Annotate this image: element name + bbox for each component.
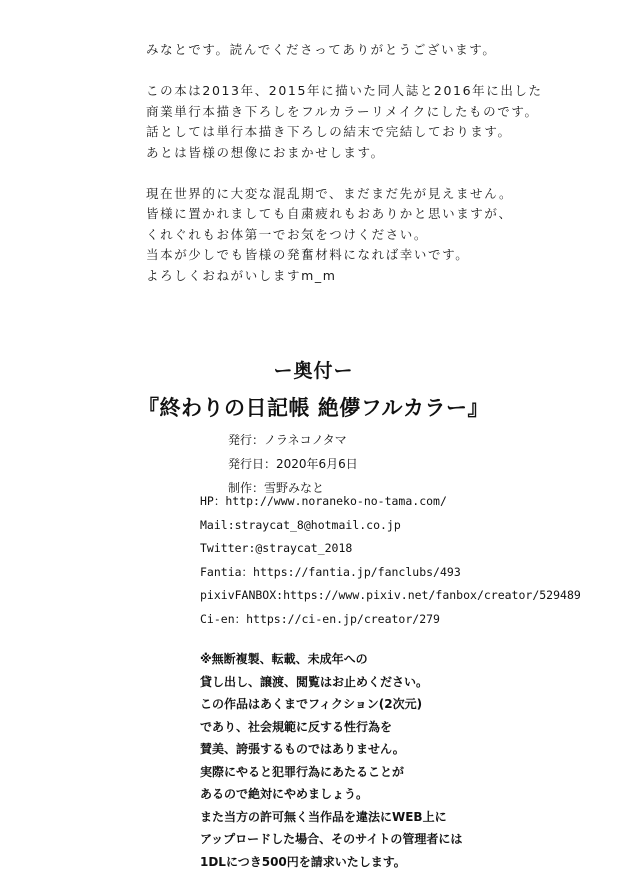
publish-date-line: 発行日：2020年6月6日	[228, 457, 358, 471]
afterword-line: くれぐれもお体第一でお気をつけください。	[146, 226, 429, 242]
notice-line: あるので絶対にやめましょう。	[200, 787, 369, 801]
afterword-line: 皆様に置かれましても自粛疲れもおありかと思いますが、	[146, 206, 513, 221]
fanbox-line: pixivFANBOX:https://www.pixiv.net/fanbox/creator/529489	[200, 588, 581, 602]
afterword-line: よろしくおねがいしますm_m	[146, 267, 337, 283]
fantia-line: Fantia：https://fantia.jp/fanclubs/493	[200, 564, 461, 579]
legal-notice	[200, 648, 462, 873]
author-line: 制作：雪野みなと	[228, 481, 325, 495]
notice-line: また当方の許可無く当作品を違法にWEB上に	[200, 809, 447, 824]
afterword-line: みなとです。読んでくださってありがとうございます。	[146, 42, 497, 57]
afterword-message	[146, 40, 586, 307]
twitter-line: Twitter:@straycat_2018	[200, 541, 353, 555]
afterword-line: 商業単行本描き下ろしをフルカラーリメイクにしたものです。	[146, 103, 539, 119]
notice-line: アップロードした場合、そのサイトの管理者には	[200, 832, 463, 846]
book-title: 『終わりの日記帳 絶儚フルカラー』	[138, 396, 489, 420]
contact-list	[200, 490, 581, 631]
notice-line: 1DLにつき500円を請求いたします。	[200, 854, 406, 869]
notice-line: 実際にやると犯罪行為にあたることが	[200, 764, 405, 779]
afterword-paragraph-2	[146, 81, 586, 163]
publisher-line: 発行：ノラネコノタマ	[228, 433, 347, 447]
afterword-line: 現在世界的に大変な混乱期で、まだまだ先が見えません。	[146, 185, 514, 201]
cien-line: Ci-en：https://ci-en.jp/creator/279	[200, 611, 440, 626]
notice-line: ※無断複製、転載、未成年への	[200, 652, 368, 666]
notice-line: この作品はあくまでフィクション(2次元)	[200, 697, 423, 711]
afterword-paragraph-3	[146, 184, 586, 287]
homepage-link: HP：http://www.noraneko-no-tama.com/	[200, 494, 447, 508]
afterword-line: 当本が少しでも皆様の発奮材料になれば幸いです。	[146, 247, 470, 262]
email-line: Mail:straycat_8@hotmail.co.jp	[200, 517, 401, 532]
notice-line: であり、社会規範に反する性行為を	[200, 719, 393, 734]
notice-line: 賛美、誇張するものではありません。	[200, 742, 405, 756]
afterword-line: この本は2013年、2015年に描いた同人誌と2016年に出した	[146, 83, 543, 98]
afterword-line: あとは皆様の想像におまかせします。	[146, 144, 385, 160]
afterword-paragraph-1	[146, 40, 586, 61]
notice-line: 貸し出し、譲渡、閲覧はお止めください。	[200, 674, 429, 689]
afterword-line: 話としては単行本描き下ろしの結末で完結しております。	[146, 124, 512, 139]
colophon-heading: ー奥付ー	[273, 360, 354, 382]
